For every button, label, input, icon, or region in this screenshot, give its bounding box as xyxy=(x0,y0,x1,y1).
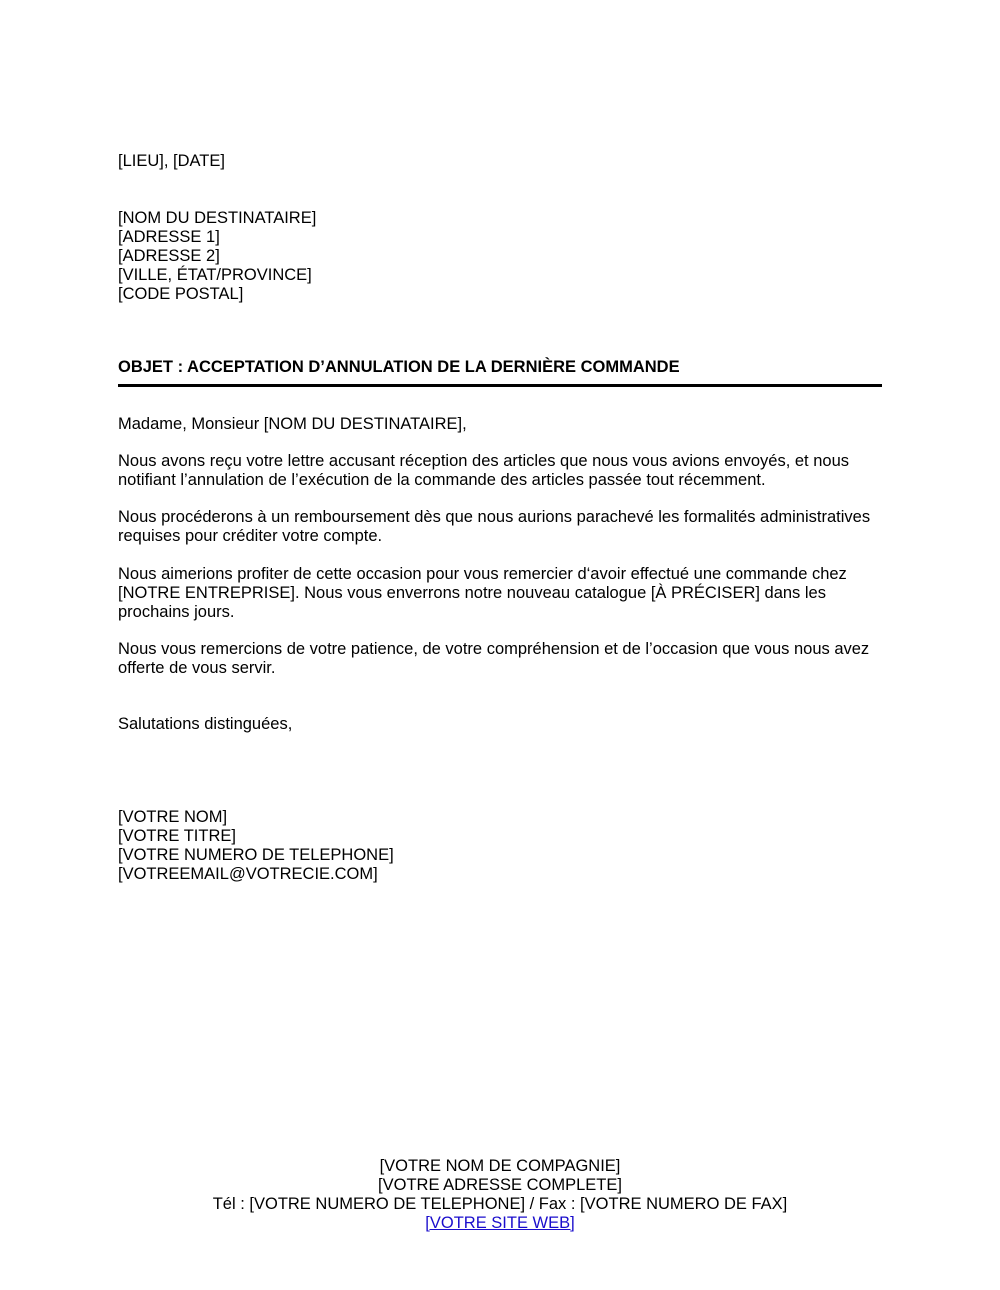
paragraph-line: offerte de vous servir. xyxy=(118,659,276,677)
paragraph-line: [NOTRE ENTREPRISE]. Nous vous enverrons notre nouveau catalogue [À PRÉCISER] dans les xyxy=(118,584,826,602)
sender-phone: [VOTRE NUMERO DE TELEPHONE] xyxy=(118,846,394,864)
paragraph-line: Nous aimerions profiter de cette occasion pour vous remercier d‘avoir effectué une commande chez xyxy=(118,565,847,583)
footer-address: [VOTRE ADRESSE COMPLETE] xyxy=(378,1176,622,1194)
letter-footer xyxy=(0,1157,1000,1233)
paragraph-line: requises pour créditer votre compte. xyxy=(118,527,383,545)
paragraph-line: notifiant l’annulation de l’exécution de la commande des articles passée tout récemment. xyxy=(118,471,766,489)
footer-website-link[interactable]: [VOTRE SITE WEB] xyxy=(425,1214,575,1232)
footer-company: [VOTRE NOM DE COMPAGNIE] xyxy=(379,1157,621,1175)
paragraph-line: Nous vous remercions de votre patience, de votre compréhension et de l’occasion que vous nous avez xyxy=(118,640,870,658)
recipient-name: [NOM DU DESTINATAIRE] xyxy=(118,209,317,227)
recipient-address-1: [ADRESSE 1] xyxy=(118,228,220,246)
signature-block xyxy=(118,808,394,884)
recipient-address-block xyxy=(118,209,316,304)
footer-phone-fax: Tél : [VOTRE NUMERO DE TELEPHONE] / Fax : [VOTRE NUMERO DE FAX] xyxy=(212,1195,788,1213)
salutation: Madame, Monsieur [NOM DU DESTINATAIRE], xyxy=(118,415,467,433)
place-date: [LIEU], [DATE] xyxy=(118,152,225,170)
paragraph-line: Nous avons reçu votre lettre accusant réception des articles que nous vous avions envoyés, et nous xyxy=(118,452,849,470)
sender-title: [VOTRE TITRE] xyxy=(118,827,236,845)
body-paragraph-1 xyxy=(118,452,849,490)
sender-email: [VOTREEMAIL@VOTRECIE.COM] xyxy=(118,865,378,883)
subject-line: OBJET : ACCEPTATION D’ANNULATION DE LA DERNIÈRE COMMANDE xyxy=(118,358,680,376)
closing: Salutations distinguées, xyxy=(118,715,293,733)
body-paragraph-3 xyxy=(118,565,847,622)
recipient-city-state: [VILLE, ÉTAT/PROVINCE] xyxy=(118,266,312,284)
paragraph-line: Nous procéderons à un remboursement dès que nous aurions parachevé les formalités administratives xyxy=(118,508,871,526)
recipient-postal-code: [CODE POSTAL] xyxy=(118,285,244,303)
body-paragraph-4 xyxy=(118,640,869,678)
paragraph-line: prochains jours. xyxy=(118,603,235,621)
body-paragraph-2 xyxy=(118,508,870,546)
sender-name: [VOTRE NOM] xyxy=(118,808,228,826)
subject-divider xyxy=(118,384,882,387)
recipient-address-2: [ADRESSE 2] xyxy=(118,247,220,265)
